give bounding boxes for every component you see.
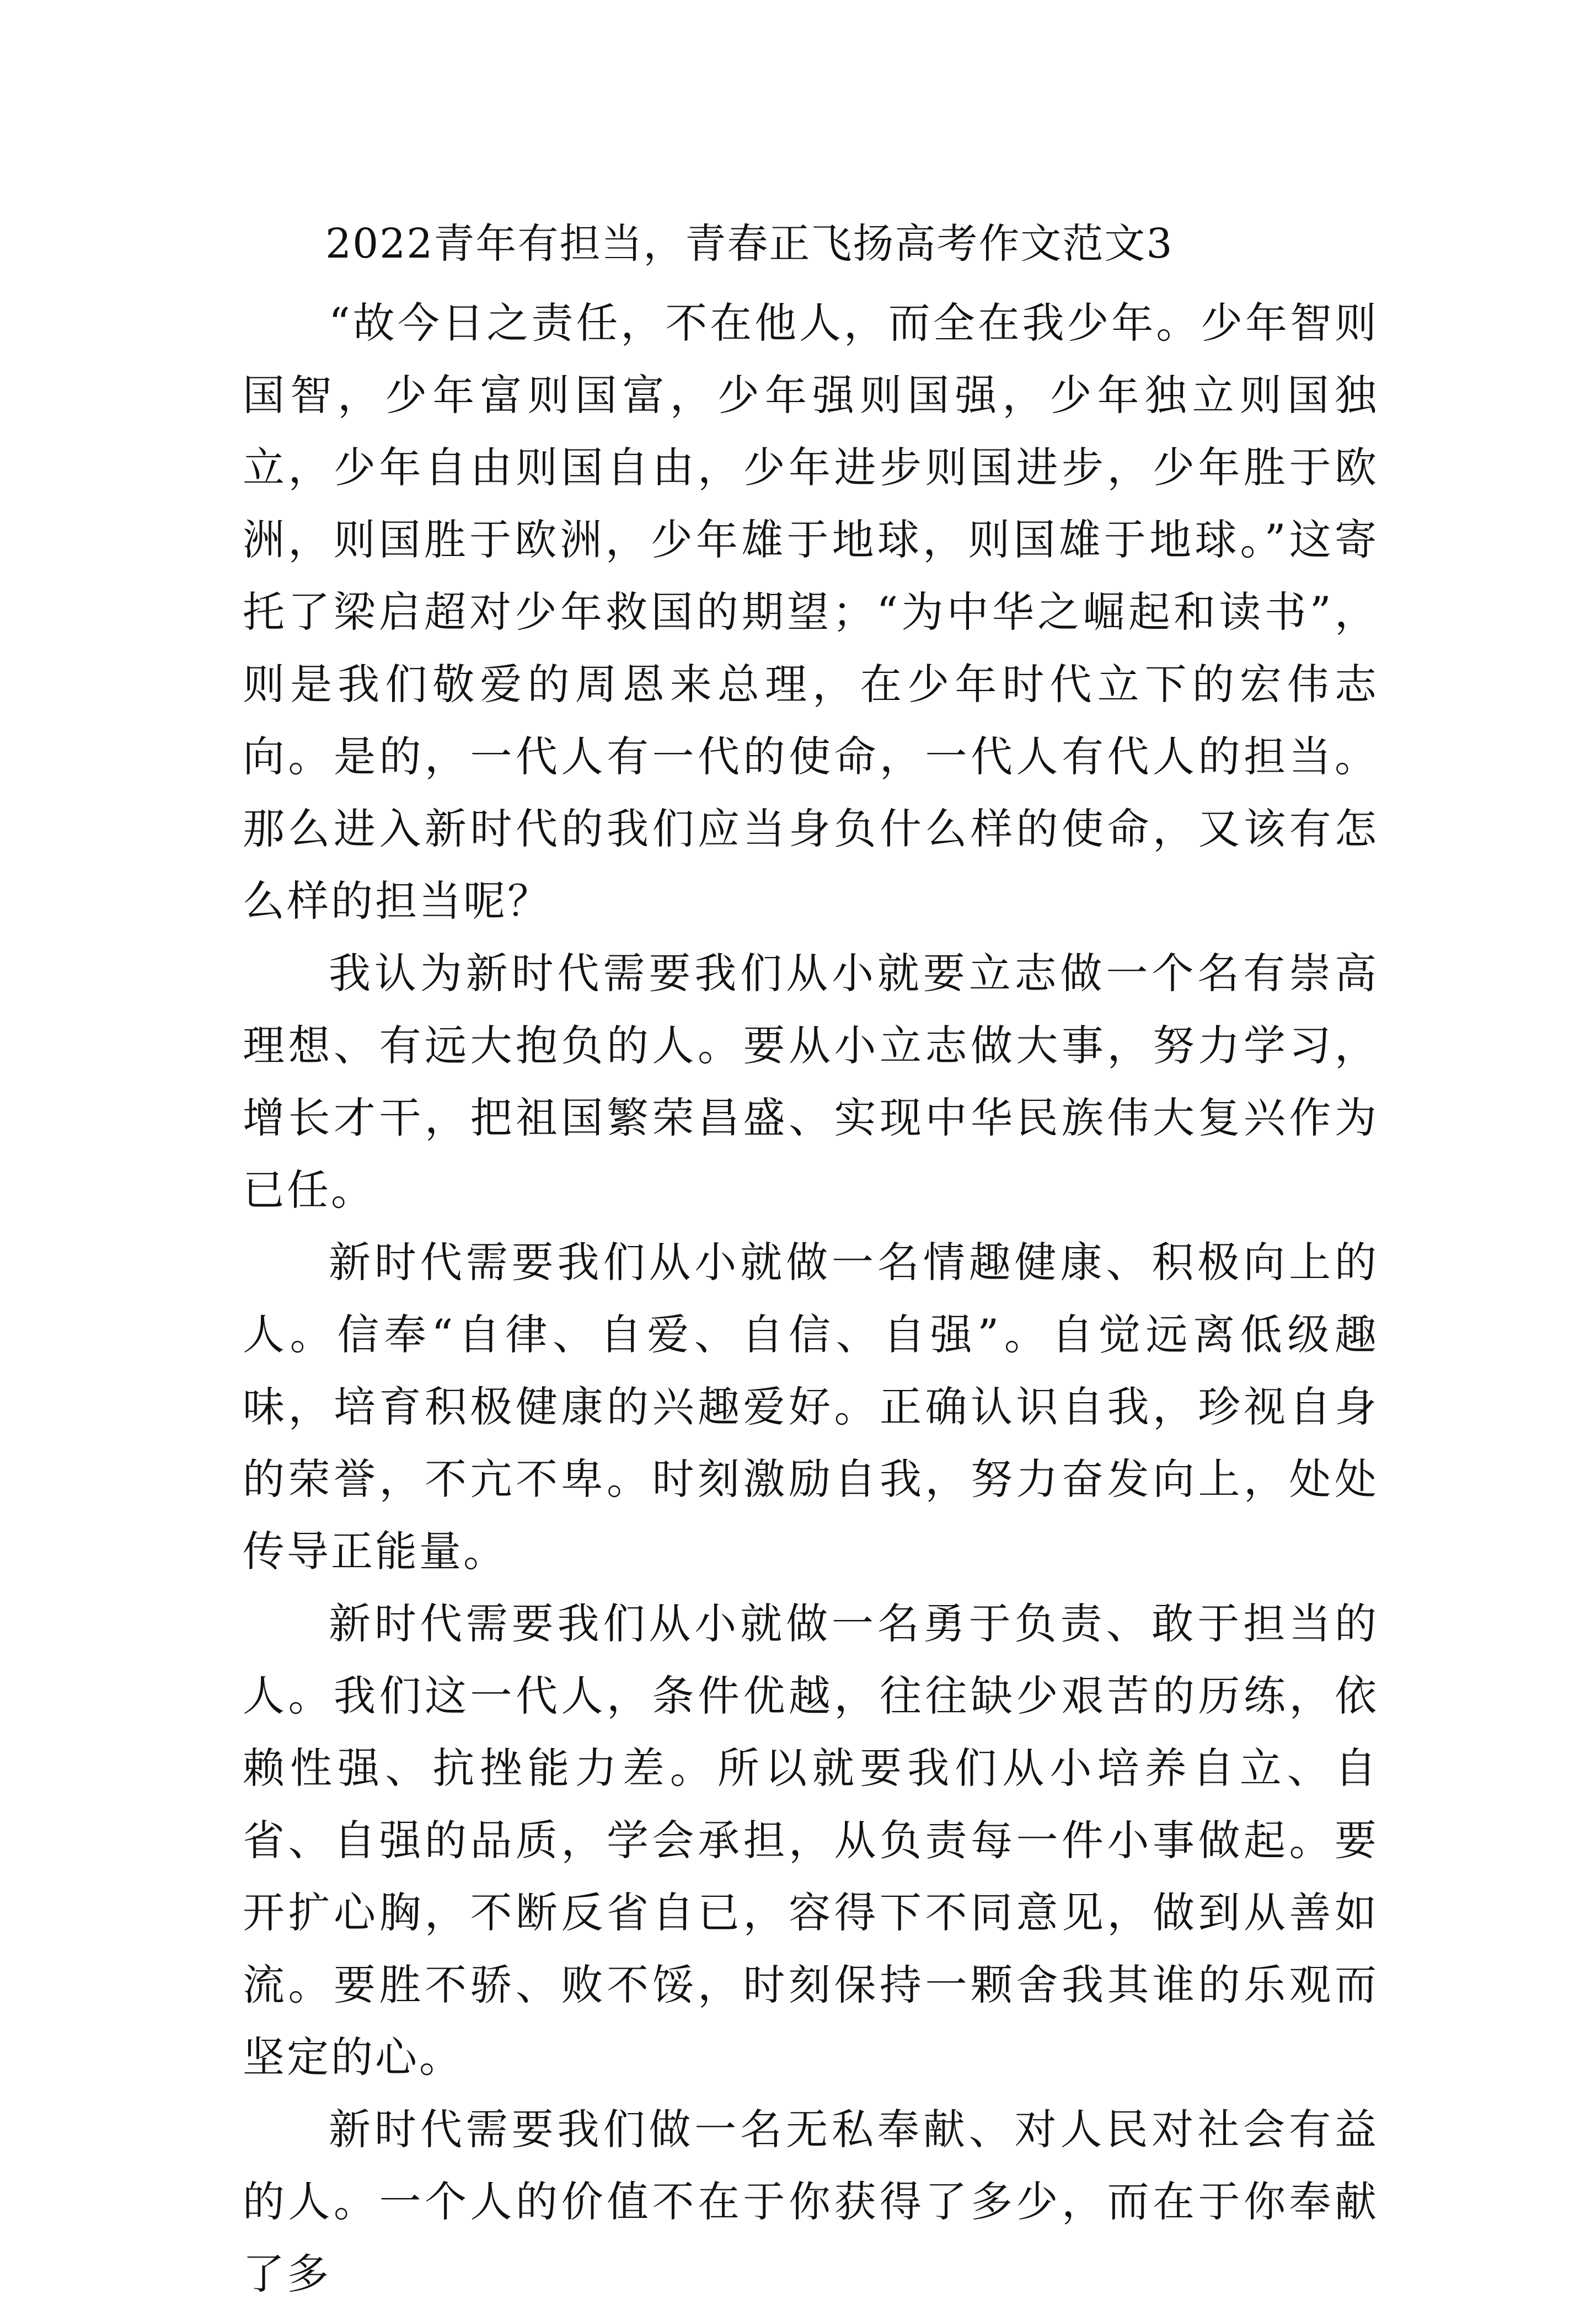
- paragraph-4: 新时代需要我们从小就做一名勇于负责、敢于担当的人。我们这一代人，条件优越，往往缺少艰苦的历练，依赖性强、抗挫能力差。所以就要我们从小培养自立、自省、自强的品质，学会承担，从负责每一件小事做起。要开扩心胸，不断反省自已，容得下不同意见，做到从善如流。要胜不骄、败不馁，时刻保持一颗舍我其谁的乐观而坚定的心。: [243, 1599, 1379, 2082]
- document-title: 2022青年有担当，青春正飞扬高考作文范文3: [325, 220, 1174, 268]
- document-body: [243, 287, 1379, 2310]
- paragraph-3: 新时代需要我们从小就做一名情趣健康、积极向上的人。信奉“自律、自爱、自信、自强”。自觉远离低级趣味，培育积极健康的兴趣爱好。正确认识自我，珍视自身的荣誉，不亢不卑。时刻激励自我，努力奋发向上，处处传导正能量。: [243, 1238, 1379, 1576]
- paragraph-5: 新时代需要我们做一名无私奉献、对人民对社会有益的人。一个人的价值不在于你获得了多少，而在于你奉献了多: [243, 2105, 1379, 2298]
- paragraph-2: 我认为新时代需要我们从小就要立志做一个名有崇高理想、有远大抱负的人。要从小立志做大事，努力学习，增长才干，把祖国繁荣昌盛、实现中华民族伟大复兴作为已任。: [243, 949, 1379, 1215]
- paragraph-1: “故今日之责任，不在他人，而全在我少年。少年智则国智，少年富则国富，少年强则国强，少年独立则国独立，少年自由则国自由，少年进步则国进步，少年胜于欧洲，则国胜于欧洲，少年雄于地球，则国雄于地球。”这寄托了梁启超对少年救国的期望；“为中华之崛起和读书”，则是我们敬爱的周恩来总理，在少年时代立下的宏伟志向。是的，一代人有一代的使命，一代人有代人的担当。那么进入新时代的我们应当身负什么样的使命，又该有怎么样的担当呢？: [243, 298, 1379, 926]
